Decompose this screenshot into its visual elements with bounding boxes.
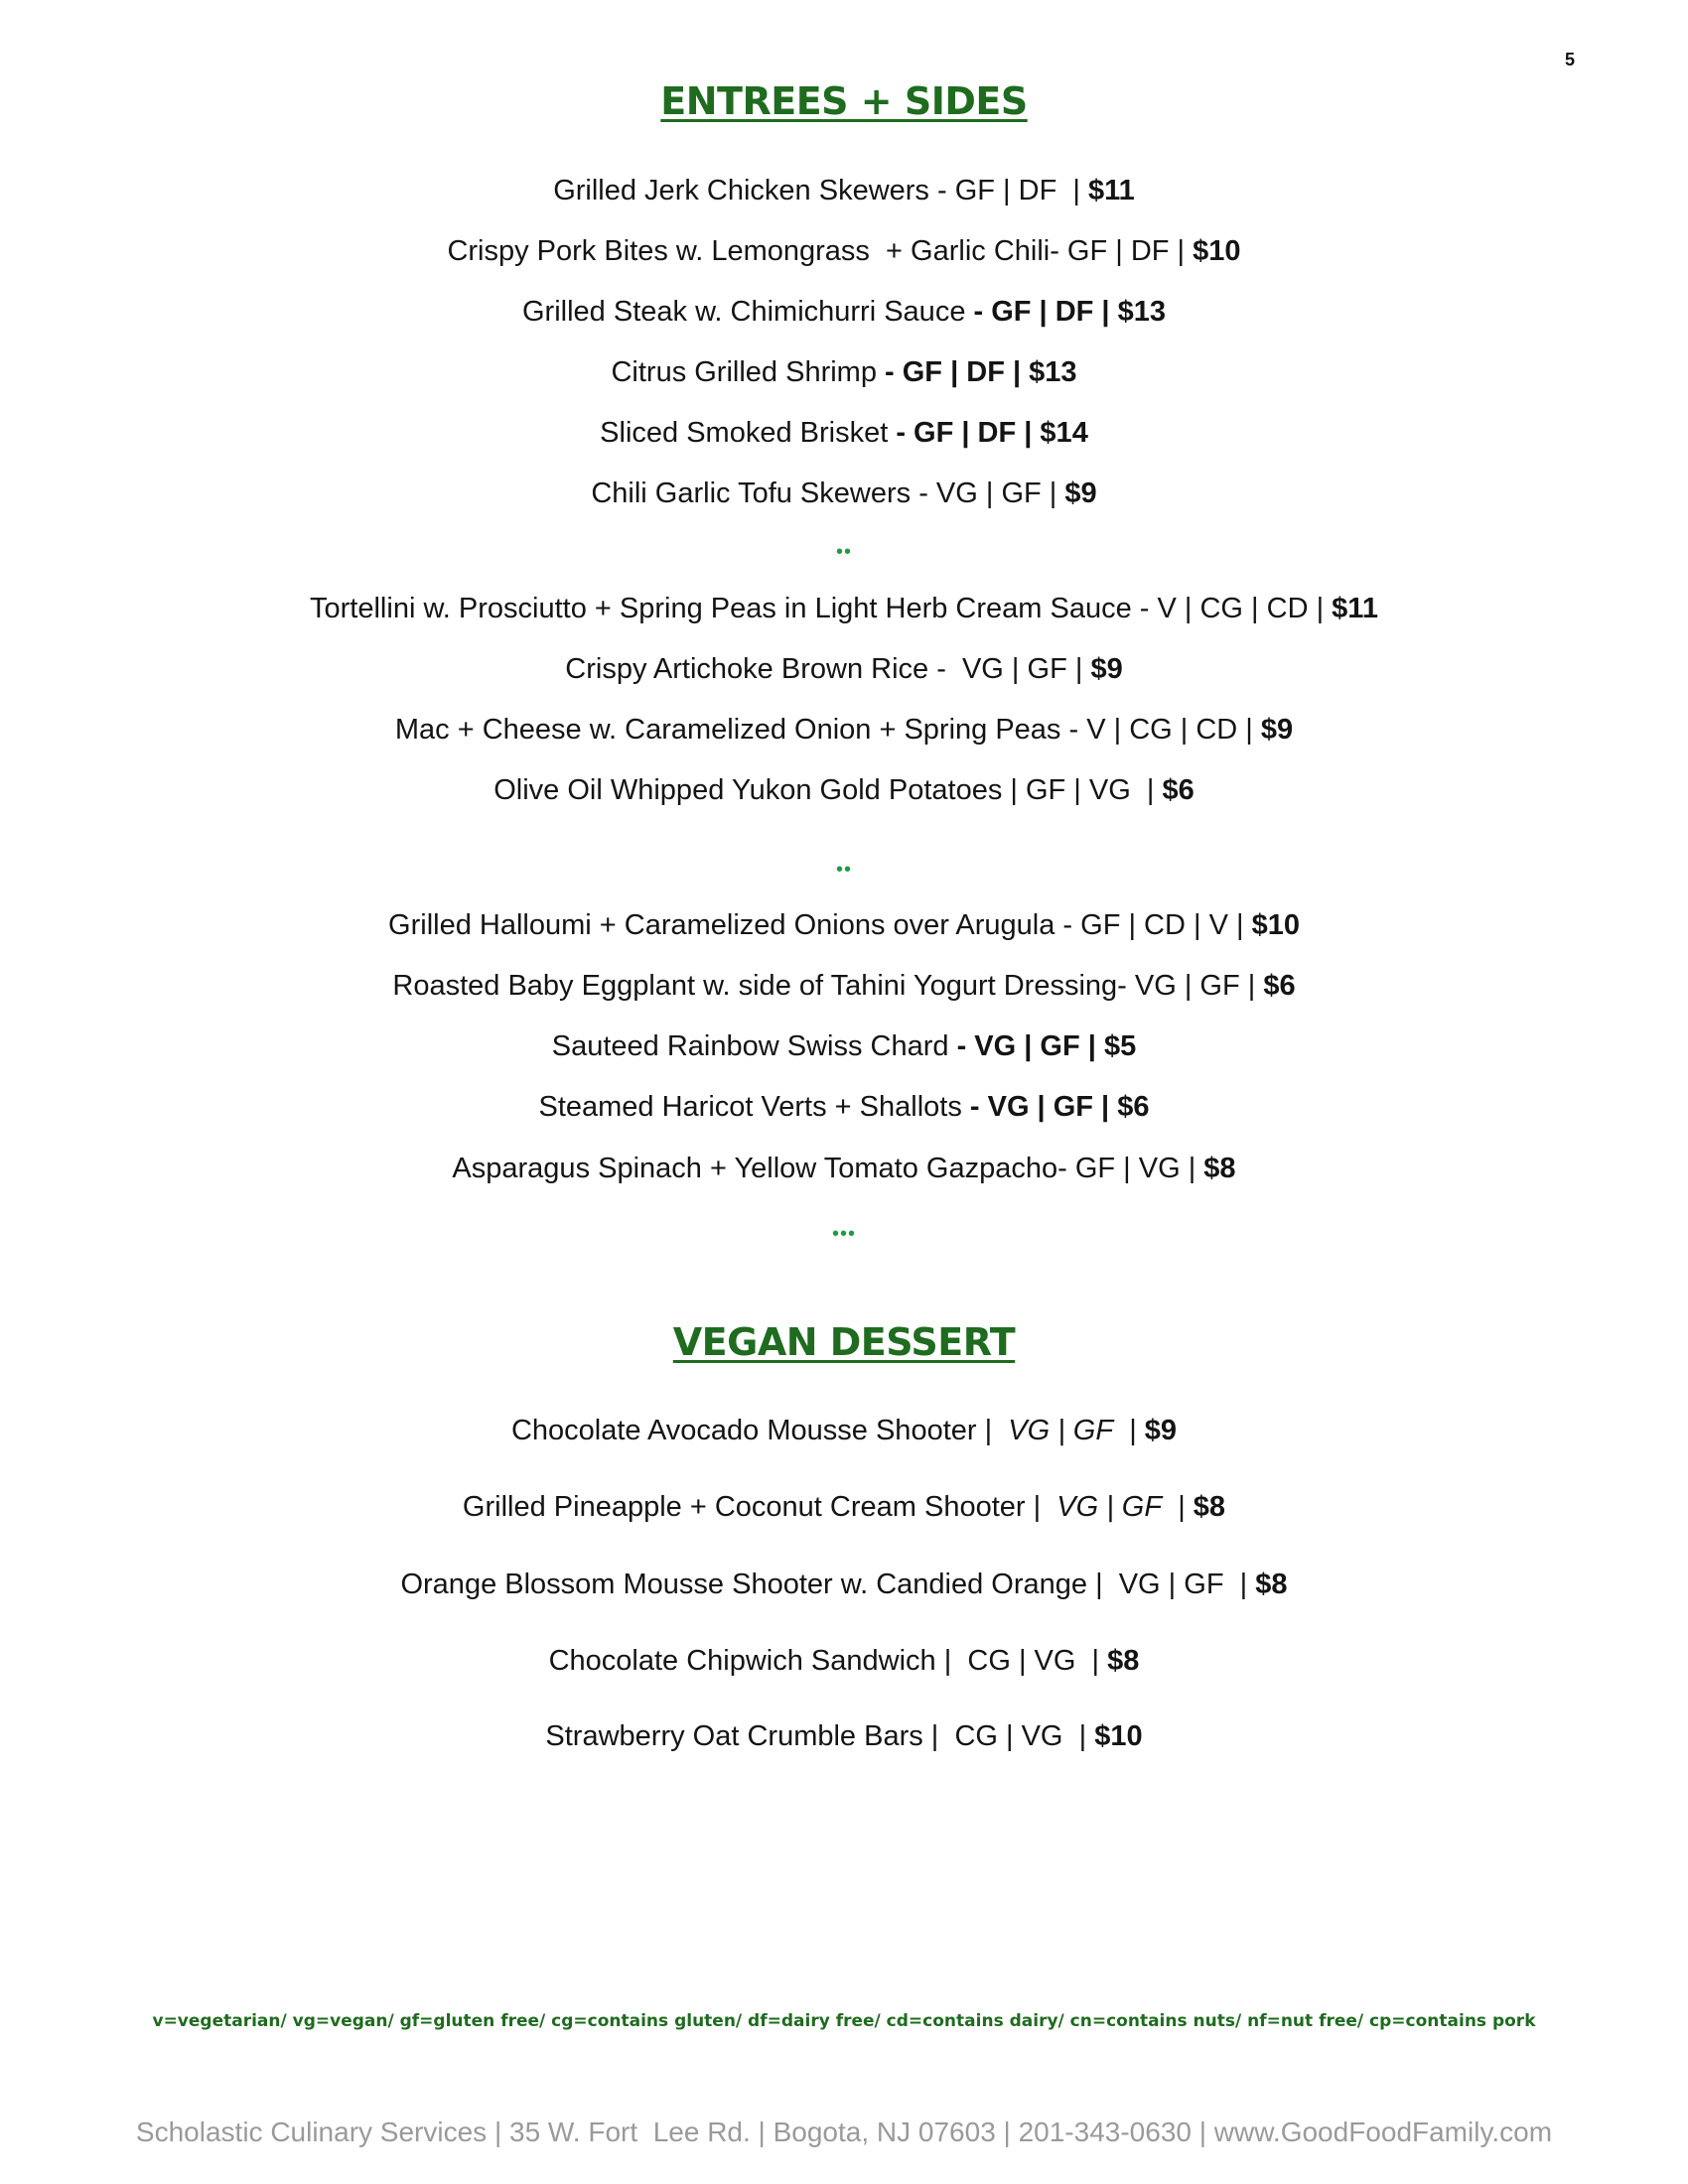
menu-item-price: $13 [1109, 296, 1166, 328]
section-divider-dots: •• [835, 859, 852, 881]
entrees-section-title: ENTREES + SIDES [660, 79, 1028, 123]
menu-item-price: $8 [1255, 1569, 1288, 1600]
menu-item [0, 968, 1688, 1004]
section-divider-dots: •• [835, 541, 852, 563]
menu-item-name: Strawberry Oat Crumble Bars | CG | VG | [545, 1720, 1095, 1752]
menu-item-price: $9 [1144, 1415, 1178, 1446]
menu-item [0, 173, 1688, 208]
menu-item-price: $9 [1064, 478, 1097, 509]
menu-item-tags: - VG | GF | [969, 1091, 1110, 1123]
menu-item [0, 476, 1688, 511]
menu-item-price: $6 [1162, 774, 1195, 806]
menu-item-name: Sauteed Rainbow Swiss Chard [551, 1030, 957, 1062]
menu-item [0, 1643, 1688, 1679]
menu-item [0, 1413, 1688, 1448]
menu-item-price: $8 [1203, 1153, 1236, 1184]
menu-item-price: $9 [1260, 714, 1294, 746]
menu-item-tags: VG | GF [1008, 1415, 1114, 1446]
menu-item-price: $6 [1263, 970, 1296, 1002]
menu-item-separator: | [1113, 1415, 1145, 1446]
menu-item-name: Roasted Baby Eggplant w. side of Tahini Yogurt Dressing- VG | GF | [392, 970, 1264, 1002]
footer-contact: Scholastic Culinary Services | 35 W. Fort Lee Rd. | Bogota, NJ 07603 | 201-343-0630 | www.GoodFoodFamily.com [135, 2116, 1553, 2147]
menu-item [0, 772, 1688, 808]
menu-item [0, 1028, 1688, 1064]
menu-item [0, 1567, 1688, 1602]
menu-item-name: Citrus Grilled Shrimp [611, 356, 886, 388]
menu-item [0, 415, 1688, 451]
menu-item-name: Crispy Artichoke Brown Rice - VG | GF | [565, 653, 1091, 685]
menu-item-separator: | [1162, 1491, 1194, 1523]
menu-item-tags: - GF | DF | [973, 296, 1110, 328]
menu-item-name: Chocolate Chipwich Sandwich | CG | VG | [548, 1645, 1108, 1677]
menu-item [0, 907, 1688, 943]
menu-item-tags: - GF | DF | [885, 356, 1022, 388]
menu-item [0, 1718, 1688, 1754]
menu-item-price: $14 [1032, 417, 1088, 449]
dessert-section-title: VEGAN DESSERT [672, 1320, 1016, 1364]
menu-item-name: Grilled Halloumi + Caramelized Onions over Arugula - GF | CD | V | [388, 909, 1252, 941]
menu-item-price: $13 [1021, 356, 1077, 388]
menu-item-name: Chili Garlic Tofu Skewers - VG | GF | [591, 478, 1065, 509]
menu-item-name: Tortellini w. Prosciutto + Spring Peas in Light Herb Cream Sauce - V | CG | CD | [310, 593, 1333, 624]
menu-item [0, 712, 1688, 748]
menu-item-tags: - VG | GF | [956, 1030, 1096, 1062]
menu-item-name: Orange Blossom Mousse Shooter w. Candied Orange | VG | GF | [400, 1569, 1256, 1600]
menu-item [0, 233, 1688, 269]
menu-item-name: Grilled Jerk Chicken Skewers - GF | DF | [553, 175, 1088, 206]
menu-item-name: Olive Oil Whipped Yukon Gold Potatoes | GF | VG | [493, 774, 1163, 806]
menu-item [0, 354, 1688, 390]
menu-item [0, 294, 1688, 330]
menu-item-tags: VG | GF [1056, 1491, 1163, 1523]
menu-item [0, 1089, 1688, 1125]
menu-item-price: $10 [1251, 909, 1300, 941]
menu-item [0, 591, 1688, 626]
dietary-legend: v=vegetarian/ vg=vegan/ gf=gluten free/ cg=contains gluten/ df=dairy free/ cd=contains dairy/ cn=contains nuts/ nf=nut free/ cp=contains pork [152, 2011, 1536, 2031]
menu-item-name: Sliced Smoked Brisket [600, 417, 897, 449]
menu-item-name: Crispy Pork Bites w. Lemongrass + Garlic Chili- GF | DF | [447, 235, 1194, 267]
menu-item [0, 1489, 1688, 1525]
menu-item-price: $9 [1090, 653, 1123, 685]
menu-item-name: Grilled Pineapple + Coconut Cream Shooter | [462, 1491, 1057, 1523]
menu-item-price: $8 [1193, 1491, 1226, 1523]
menu-item-name: Mac + Cheese w. Caramelized Onion + Spring Peas - V | CG | CD | [394, 714, 1261, 746]
menu-item [0, 1151, 1688, 1186]
menu-item-price: $10 [1094, 1720, 1143, 1752]
menu-item-price: $6 [1109, 1091, 1150, 1123]
menu-item-price: $10 [1193, 235, 1241, 267]
menu-item-name: Steamed Haricot Verts + Shallots [538, 1091, 970, 1123]
menu-item-name: Chocolate Avocado Mousse Shooter | [510, 1415, 1009, 1446]
page-number: 5 [1565, 50, 1576, 69]
menu-item-name: Asparagus Spinach + Yellow Tomato Gazpacho- GF | VG | [452, 1153, 1204, 1184]
menu-item-name: Grilled Steak w. Chimichurri Sauce [522, 296, 974, 328]
menu-item-price: $5 [1095, 1030, 1137, 1062]
section-divider-dots: ••• [831, 1223, 856, 1245]
menu-item [0, 651, 1688, 687]
menu-item-price: $11 [1087, 175, 1135, 206]
menu-item-price: $8 [1107, 1645, 1140, 1677]
menu-item-price: $11 [1332, 593, 1378, 624]
menu-item-tags: - GF | DF | [896, 417, 1033, 449]
